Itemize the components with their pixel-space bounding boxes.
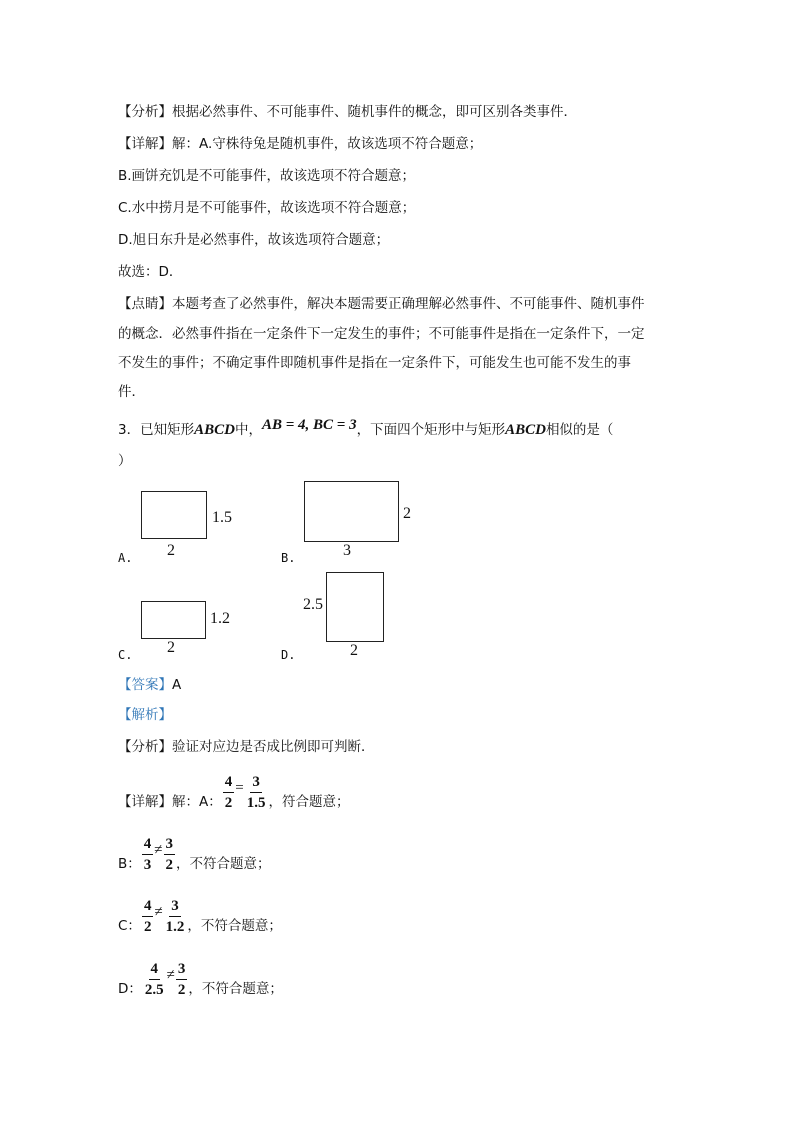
math-given: AB = 4, BC = 3 <box>261 417 357 433</box>
fraction <box>143 961 166 998</box>
step-suffix: ，不符合题意； <box>176 856 271 872</box>
step-a <box>118 774 349 811</box>
option-label: A. <box>118 551 133 565</box>
denominator: 2 <box>165 857 173 873</box>
height-label: 2.5 <box>303 596 323 613</box>
rectangle-a <box>141 491 207 539</box>
question-3 <box>118 417 614 439</box>
fraction <box>245 774 268 811</box>
fraction <box>142 836 154 873</box>
step-suffix: ，不符合题意； <box>187 918 282 934</box>
comment-line: 的概念．必然事件指在一定条件下一定发生的事件；不可能事件是指在一定条件下，一定 <box>118 326 645 342</box>
option-b-text: B.画饼充饥是不可能事件，故该选项不符合题意； <box>118 168 416 184</box>
question-text: 中， <box>234 422 262 438</box>
numerator: 3 <box>164 836 176 855</box>
option-label: C. <box>118 648 133 662</box>
fraction <box>164 836 176 873</box>
width-label: 2 <box>167 542 175 559</box>
height-label: 2 <box>403 505 411 522</box>
operator: ≠ <box>166 967 175 983</box>
width-label: 2 <box>350 642 358 659</box>
numerator: 4 <box>142 836 154 855</box>
option-d-text: D.旭日东升是必然事件，故该选项符合题意； <box>118 232 390 248</box>
height-label: 1.2 <box>210 610 230 627</box>
fraction <box>142 898 154 935</box>
question-text: 3．已知矩形 <box>118 422 195 438</box>
step-prefix: C： <box>118 918 141 934</box>
operator: ≠ <box>154 842 163 858</box>
question-close: ） <box>118 453 132 469</box>
fraction <box>223 774 235 811</box>
rectangle-d <box>326 572 384 642</box>
detail-text: 【详解】解：A.守株待兔是随机事件，故该选项不符合题意； <box>118 136 483 152</box>
denominator: 2.5 <box>144 982 164 998</box>
numerator: 4 <box>142 898 154 917</box>
answer-value: A <box>172 677 182 693</box>
rectangle-c <box>141 601 206 639</box>
comment-line: 不发生的事件；不确定事件即随机事件是指在一定条件下，可能发生也可能不发生的事 <box>118 355 631 371</box>
width-label: 2 <box>167 639 175 656</box>
numerator: 3 <box>176 961 188 980</box>
height-label: 1.5 <box>212 509 232 526</box>
option-label: B. <box>281 551 296 565</box>
denominator: 2 <box>224 795 233 811</box>
math-abcd: ABCD <box>194 422 235 438</box>
question-text: 相似的是（ <box>545 422 614 438</box>
comment-line: 【点睛】本题考查了必然事件，解决本题需要正确理解必然事件、不可能事件、随机事件 <box>118 296 645 312</box>
denominator: 1.2 <box>165 919 185 935</box>
numerator: 4 <box>223 774 235 793</box>
step-c <box>118 898 282 935</box>
denominator: 1.5 <box>246 795 266 811</box>
step-prefix: D： <box>118 981 142 997</box>
choice-text: 故选：D． <box>118 264 183 280</box>
step-d <box>118 961 283 998</box>
rectangle-b <box>304 481 399 542</box>
option-c-text: C.水中捞月是不可能事件，故该选项不符合题意； <box>118 200 416 216</box>
answer-line <box>118 676 181 694</box>
step-suffix: ，不符合题意； <box>188 981 283 997</box>
numerator: 3 <box>250 774 262 793</box>
comment-line: 件． <box>118 384 145 400</box>
denominator: 2 <box>177 982 186 998</box>
width-label: 3 <box>343 542 351 559</box>
numerator: 4 <box>149 961 161 980</box>
step-prefix: B： <box>118 856 141 872</box>
analysis2-text: 【分析】验证对应边是否成比例即可判断． <box>118 739 375 755</box>
step-prefix: 【详解】解：A： <box>118 794 222 810</box>
step-suffix: ，符合题意； <box>268 794 350 810</box>
operator: = <box>235 780 244 796</box>
numerator: 3 <box>169 898 181 917</box>
denominator: 3 <box>143 857 152 873</box>
operator: ≠ <box>154 904 163 920</box>
fraction <box>176 961 188 998</box>
question-text: ，下面四个矩形中与矩形 <box>356 422 506 438</box>
math-abcd: ABCD <box>505 422 546 438</box>
denominator: 2 <box>143 919 152 935</box>
fraction <box>164 898 187 935</box>
answer-tag: 【答案】 <box>118 677 172 693</box>
step-b <box>118 836 271 873</box>
option-label: D. <box>281 648 296 662</box>
analysis-text: 【分析】根据必然事件、不可能事件、随机事件的概念，即可区别各类事件． <box>118 104 577 120</box>
jiexi-heading: 【解析】 <box>118 707 172 723</box>
